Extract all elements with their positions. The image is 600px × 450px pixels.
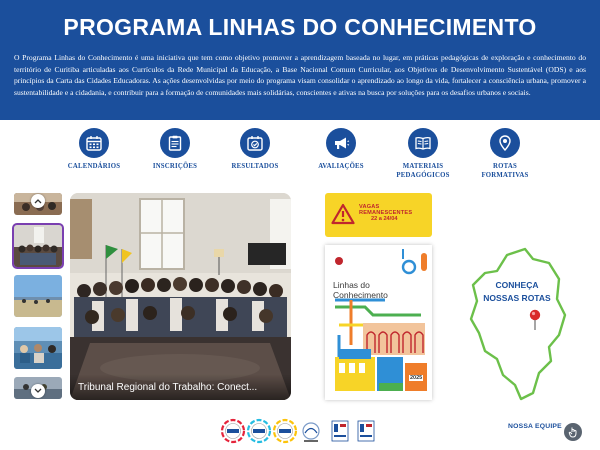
poster-year: 2025 bbox=[410, 375, 423, 381]
partner-logo-4 bbox=[303, 423, 319, 442]
partner-logo-5 bbox=[332, 421, 348, 441]
curitiba-map-outline bbox=[467, 243, 567, 403]
thumbnails-up-button[interactable] bbox=[31, 194, 45, 208]
calendar-icon bbox=[79, 128, 109, 158]
nav-label: CALENDÁRIOS bbox=[67, 163, 121, 170]
chevron-down-icon bbox=[34, 388, 42, 394]
nossa-equipe-link[interactable]: NOSSA EQUIPE bbox=[508, 423, 562, 430]
thumbnails-down-button[interactable] bbox=[31, 384, 45, 398]
nav-label: AVALIAÇÕES bbox=[318, 163, 364, 170]
program-description: O Programa Linhas do Conhecimento é uma iniciativa que tem como objetivo promover a aprendizagem baseada no lugar, em práticas pedagógicas de exploração e conhecimento do território de Curitiba articuladas aos Currículos da Rede Municipal da Educação, a Base Nacional Comum Curricular, aos Objetivos de Desenvolvimento Sustentável (ODS) e aos princípios da Carta das Cidades Educadoras. As ações desenvolvidas por meio do programa visam consolidar o aprendizado ao longo da vida, fortalecer a consciência urbana, promover a sustentabilidade e a cidadania, e contribuir para a formação de comunidades mais solidárias, conscientes e ativas na busca por soluções para os desafios urbanos e sociais. bbox=[14, 53, 586, 97]
location-pin-icon bbox=[528, 309, 542, 331]
thumbnail-2[interactable] bbox=[14, 225, 62, 267]
group-photo-image bbox=[70, 193, 291, 400]
chevron-up-icon bbox=[34, 198, 42, 204]
book-icon bbox=[408, 128, 438, 158]
nav-label: ROTAS FORMATIVAS bbox=[481, 163, 529, 179]
nav-label: RESULTADOS bbox=[231, 163, 279, 170]
main-nav bbox=[0, 128, 600, 188]
photo-caption: Tribunal Regional do Trabalho: Conect... bbox=[70, 374, 291, 400]
vagas-remanescentes-banner[interactable] bbox=[325, 193, 432, 237]
nav-materiais-pedagogicos[interactable] bbox=[378, 128, 468, 180]
calendar-check-icon bbox=[240, 128, 270, 158]
vagas-title: VAGAS REMANESCENTES bbox=[359, 204, 413, 216]
page-title: PROGRAMA LINHAS DO CONHECIMENTO bbox=[63, 14, 537, 40]
clipboard-icon bbox=[160, 128, 190, 158]
rotas-map[interactable] bbox=[467, 243, 567, 403]
nav-label: MATERIAIS PEDAGÓGICOS bbox=[396, 163, 450, 179]
poster-title bbox=[333, 280, 388, 300]
program-poster[interactable] bbox=[325, 245, 432, 400]
nav-label: INSCRIÇÕES bbox=[152, 163, 198, 170]
ods-logo-3 bbox=[274, 420, 296, 442]
thumbnail-4[interactable] bbox=[14, 327, 62, 369]
warning-icon bbox=[331, 203, 355, 225]
hand-pointer-icon bbox=[568, 426, 578, 438]
gallery-thumbnails bbox=[14, 193, 64, 400]
nav-resultados[interactable] bbox=[210, 128, 300, 172]
nav-inscricoes[interactable] bbox=[130, 128, 220, 172]
poster-title-line1: Linhas do bbox=[333, 280, 370, 290]
ods-logo-2 bbox=[248, 420, 270, 442]
partner-logo-6 bbox=[358, 421, 374, 441]
nav-calendarios[interactable] bbox=[49, 128, 139, 172]
partner-logos bbox=[220, 418, 385, 444]
vagas-dates: 22 a 24/04 bbox=[371, 216, 398, 222]
megaphone-icon bbox=[326, 128, 356, 158]
map-pin-icon bbox=[490, 128, 520, 158]
nav-rotas-formativas[interactable] bbox=[460, 128, 550, 180]
nossa-equipe-button[interactable] bbox=[564, 423, 582, 441]
nav-avaliacoes[interactable] bbox=[296, 128, 386, 172]
ods-logo-1 bbox=[222, 420, 244, 442]
gallery-main-photo[interactable] bbox=[70, 193, 291, 400]
thumbnail-3[interactable] bbox=[14, 275, 62, 317]
map-label-line2: NOSSAS ROTAS bbox=[483, 293, 551, 303]
poster-title-line2: Conhecimento bbox=[333, 290, 388, 300]
hero-header bbox=[0, 0, 600, 120]
map-label-line1: CONHEÇA bbox=[495, 280, 539, 290]
